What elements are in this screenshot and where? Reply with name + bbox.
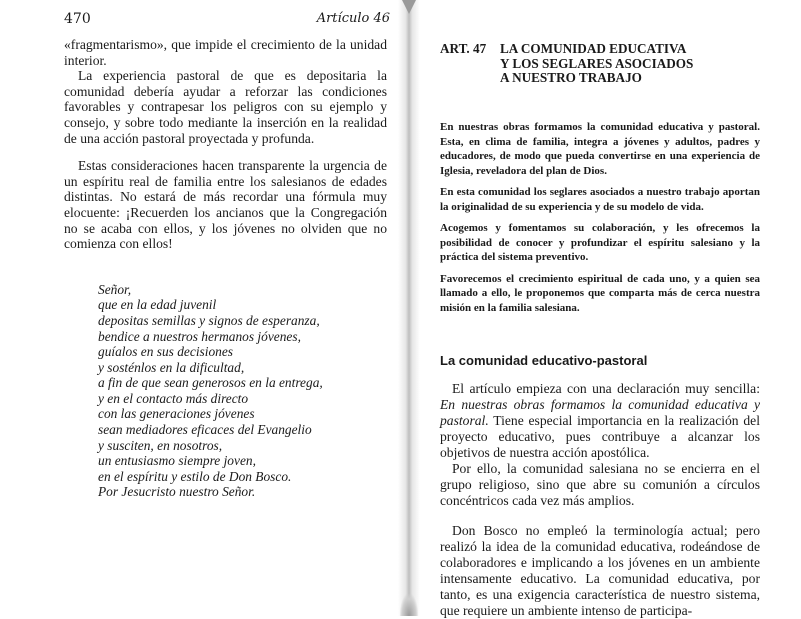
prayer-line: a fin de que sean generosos en la entrega,	[98, 375, 323, 391]
left-paragraph: «fragmentarismo», que impide el crecimiento de la unidad interior.	[64, 37, 387, 68]
article-paragraph: En nuestras obras formamos la comunidad educativa y pastoral. Esta, en clima de familia, integra a jóvenes y adultos, padres y educadores, de modo que pueda convertirse en una experiencia de Iglesia, reveladora del plan de Dios.	[440, 121, 760, 177]
left-body-text	[64, 37, 387, 500]
prayer-line: en el espíritu y estilo de Don Bosco.	[98, 468, 292, 484]
running-head-article: Artículo 46	[316, 11, 390, 26]
page-number: 470	[64, 11, 91, 27]
prayer-line: sean mediadores eficaces del Evangelio	[98, 422, 312, 438]
article-paragraph: En esta comunidad los seglares asociados a nuestro trabajo aportan la originalidad de su experiencia y de su modelo de vida.	[440, 186, 760, 213]
prayer-line: con las generaciones jóvenes	[98, 406, 255, 422]
left-paragraph: La experiencia pastoral de que es depositaria la comunidad debería ayudar a reforzar las condiciones favorables y contrapesar los peligros con su ejemplo y consejo, y sobre todo mediante la inserción en la realidad de una acción pastoral proyectada y profunda.	[64, 68, 387, 146]
article-number: ART. 47	[440, 41, 487, 56]
book-gutter-shadow	[398, 0, 420, 616]
prayer-line: Señor,	[98, 281, 132, 297]
prayer-line: que en la edad juvenil	[98, 297, 217, 313]
article-title-line: Y LOS SEGLARES ASOCIADOS	[500, 55, 694, 71]
commentary-quote: En nuestras obras formamos la comunidad educativa y pastoral.	[440, 397, 760, 428]
prayer-line: y sosténlos en la dificultad,	[98, 359, 245, 375]
article-paragraph: Acogemos y fomentamos su colaboración, y les ofrecemos la posibilidad de conocer y profundizar el espíritu salesiano y la práctica del sistema preventivo.	[440, 222, 760, 263]
commentary-text-run: Tiene especial importancia en la realización del proyecto educativo, pues contribuye a alcanzar los objetivos de nuestra acción apostólica.	[440, 413, 760, 460]
article-text	[440, 120, 760, 322]
prayer-line: depositas semillas y signos de esperanza,	[98, 312, 320, 328]
article-paragraph: Favorecemos el crecimiento espiritual de cada uno, y a quien sea llamado a ello, le proponemos que comparta más de cerca nuestra misión en la familia salesiana.	[440, 272, 760, 314]
commentary-text-run: El artículo empieza con una declaración muy sencilla:	[452, 381, 760, 396]
commentary-text	[440, 381, 760, 619]
commentary-paragraph	[440, 381, 760, 461]
article-title	[500, 42, 790, 86]
commentary-paragraph: Don Bosco no empleó la terminología actual; pero realizó la idea de la comunidad educativa, rodeándose de colaboradores e implicando a los jóvenes en un ambiente intensamente educativo. La comunidad educativa, por tanto, es una exigencia característica de nuestro sistema, que requiere un ambiente intenso de participa-	[440, 523, 760, 618]
left-running-head	[64, 11, 390, 29]
prayer-line: y susciten, en nosotros,	[98, 437, 223, 453]
left-paragraph: Estas consideraciones hacen transparente la urgencia de un espíritu real de familia entre los salesianos de edades distintas. No estará de más recordar una fórmula muy elocuente: ¡Recuerden los ancianos que la Congregación no se acaba con ellos, y los jóvenes no olviden que no comienza con ellos!	[64, 158, 387, 252]
prayer-block	[98, 282, 387, 500]
prayer-line: guíalos en sus decisiones	[98, 344, 234, 360]
prayer-line: un entusiasmo siempre joven,	[98, 453, 256, 469]
commentary-paragraph: Por ello, la comunidad salesiana no se encierra en el grupo religioso, sino que abre su comunión a círculos concéntricos cada vez más amplios.	[440, 461, 760, 508]
prayer-line: bendice a nuestros hermanos jóvenes,	[98, 328, 301, 344]
prayer-line: y en el contacto más directo	[98, 390, 249, 406]
prayer-line: Por Jesucristo nuestro Señor.	[98, 484, 256, 500]
paragraph-gap	[64, 146, 387, 158]
article-title-line: LA COMUNIDAD EDUCATIVA	[500, 41, 687, 56]
gutter-notch-bottom	[400, 594, 418, 616]
section-subheading: La comunidad educativo-pastoral	[440, 353, 648, 368]
article-title-line: A NUESTRO TRABAJO	[500, 70, 642, 85]
